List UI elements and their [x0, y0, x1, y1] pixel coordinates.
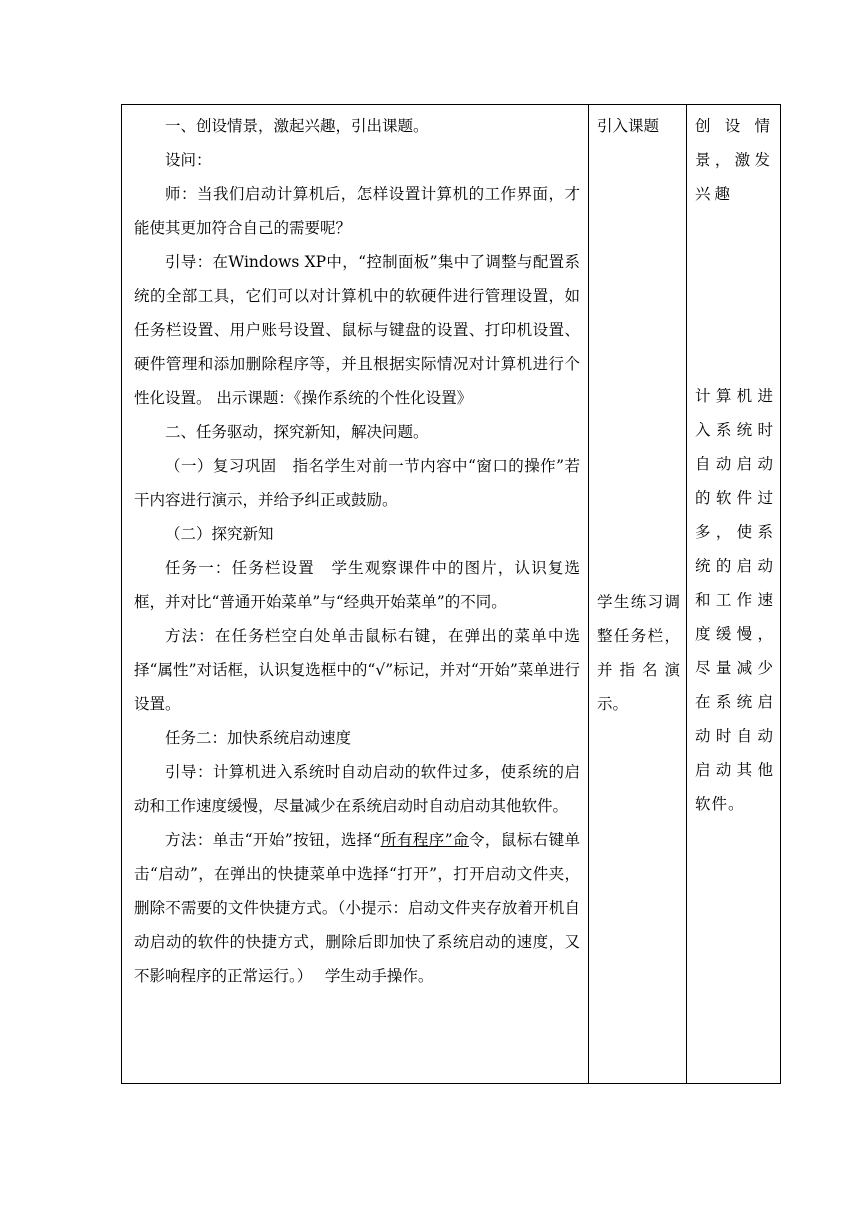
teaching-process-text — [122, 105, 588, 993]
teaching-process-cell — [122, 105, 589, 1084]
student-activity-cell — [589, 105, 687, 1084]
design-intent-text — [687, 105, 780, 821]
paragraph: （一）复习巩固 指名学生对前一节内容中“窗口的操作”若干内容进行演示，并给予纠正或鼓励。 — [134, 457, 580, 509]
paragraph: 设问： — [165, 151, 212, 169]
spacer — [597, 143, 680, 585]
mid-top-text: 引入课题 — [597, 117, 660, 135]
method-paragraph — [134, 823, 580, 993]
student-activity-text — [589, 105, 686, 721]
paragraph: 任务一：任务栏设置 学生观察课件中的图片，认识复选框，并对比“普通开始菜单”与“经典开始菜单”的不同。 — [134, 559, 580, 611]
mid-bottom-text: 学生练习调整任务栏，并指名演示。 — [597, 593, 680, 713]
design-intent-cell — [687, 105, 781, 1084]
paragraph: 引导：在Windows XP中，“控制面板”集中了调整与配置系统的全部工具，它们可以对计算机中的软硬件进行管理设置，如任务栏设置、用户账号设置、鼠标与键盘的设置、打印机设置、硬件管理和添加删除程序等，并且根据实际情况对计算机进行个性化设置。 出示课题：《操作系统的个性化设置》 — [134, 253, 580, 407]
lesson-table — [121, 104, 781, 1084]
paragraph: 引导：计算机进入系统时自动启动的软件过多，使系统的启动和工作速度缓慢，尽量减少在系统启动时自动启动其他软件。 — [134, 763, 580, 815]
paragraph: 任务二：加快系统启动速度 — [165, 729, 352, 747]
paragraph: 一、创设情景，激起兴趣，引出课题。 — [165, 117, 429, 135]
method-text-underlined: 所有程序”命 — [380, 831, 469, 849]
paragraph: 方法：在任务栏空白处单击鼠标右键，在弹出的菜单中选择“属性”对话框，认识复选框中的“√”标记，并对“开始”菜单进行设置。 — [134, 627, 580, 713]
right-bottom-text: 计算机进入系统时自动启动的软件过多，使系统的启动和工作速度缓慢，尽量减少在系统启动时自动启动其他软件。 — [695, 387, 774, 813]
paragraph: 二、任务驱动，探究新知，解决问题。 — [165, 423, 429, 441]
spacer — [695, 211, 774, 379]
table-row — [122, 105, 781, 1084]
paragraph: 师：当我们启动计算机后，怎样设置计算机的工作界面，才能使其更加符合自己的需要呢？ — [134, 185, 580, 237]
method-text-before: 方法：单击“开始”按钮，选择“ — [165, 831, 381, 849]
paragraph: （二）探究新知 — [165, 525, 274, 543]
method-text-after: 令，鼠标右键单击“启动”，在弹出的快捷菜单中选择“打开”，打开启动文件夹，删除不需要的文件快捷方式。（小提示：启动文件夹存放着开机自动启动的软件的快捷方式，删除后即加快了系统启动的速度，又不影响程序的正常运行。） 学生动手操作。 — [134, 831, 580, 985]
right-top-text: 创设情景，激发兴趣 — [695, 117, 774, 203]
